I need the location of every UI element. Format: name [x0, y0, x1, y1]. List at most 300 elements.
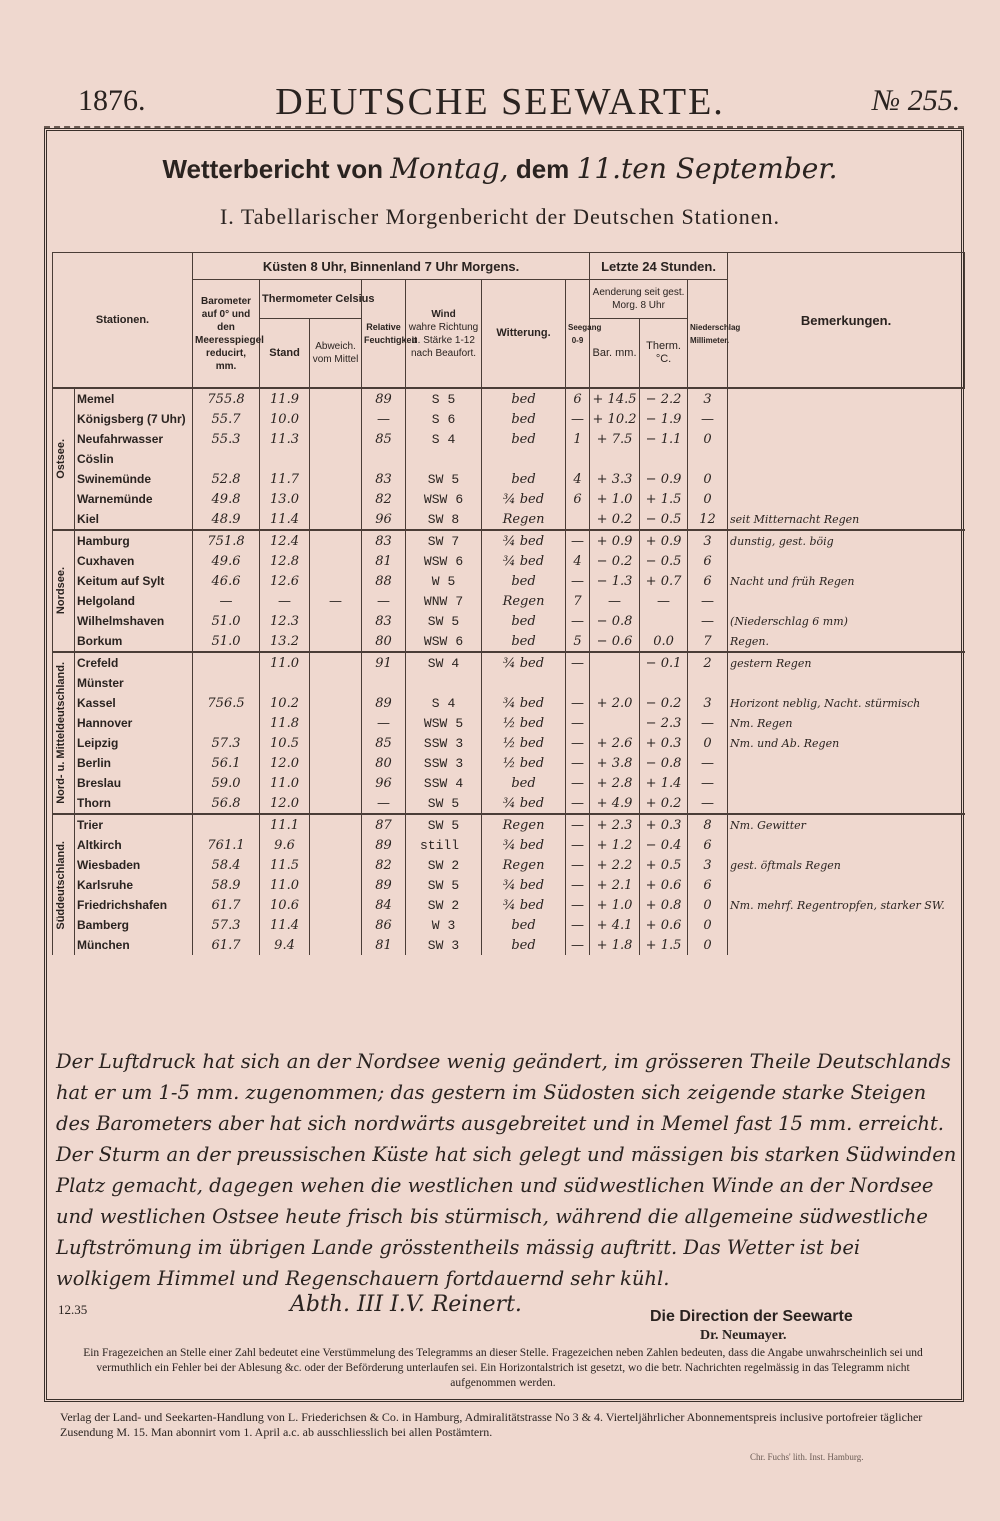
station-name: Bamberg	[75, 915, 193, 935]
bar-cell: 61.7	[193, 935, 260, 955]
wind-strength: 4	[455, 775, 464, 791]
wind-strength: 5	[451, 471, 460, 487]
table-row	[53, 935, 965, 955]
director-name: Dr. Neumayer.	[700, 1328, 787, 1343]
temp-cell: 12.0	[260, 793, 310, 814]
dbar-cell: − 0.8	[590, 611, 640, 631]
station-name: Friedrichshafen	[75, 895, 193, 915]
bar-cell: 59.0	[193, 773, 260, 793]
remark-cell	[728, 551, 965, 571]
wind-cell	[406, 935, 482, 955]
header-remarks: Bemerkungen.	[728, 253, 965, 389]
dev-cell	[310, 409, 362, 429]
bar-cell: 55.3	[193, 429, 260, 449]
dbar-cell: − 0.2	[590, 551, 640, 571]
table-row	[53, 571, 965, 591]
station-name: Breslau	[75, 773, 193, 793]
hum-cell: 83	[362, 530, 406, 551]
station-name: Crefeld	[75, 652, 193, 673]
weather-cell	[482, 449, 566, 469]
table-row	[53, 489, 965, 509]
station-name: Hamburg	[75, 530, 193, 551]
dbar-cell: + 14.5	[590, 388, 640, 409]
precip-cell: 3	[688, 530, 728, 551]
sea-cell	[566, 449, 590, 469]
remark-cell: Nm. und Ab. Regen	[728, 733, 965, 753]
station-name: Altkirch	[75, 835, 193, 855]
region-label: Nordsee.	[55, 567, 67, 615]
wind-strength: 6	[455, 491, 464, 507]
wind-cell	[406, 855, 482, 875]
issue-number: № 255.	[872, 84, 961, 117]
temp-cell: 10.6	[260, 895, 310, 915]
dtemp-cell: + 0.7	[640, 571, 688, 591]
sea-cell	[566, 673, 590, 693]
remark-cell	[728, 429, 965, 449]
header-therm: Therm. °C.	[640, 319, 688, 389]
wind-strength: 5	[451, 613, 460, 629]
dbar-cell: + 3.8	[590, 753, 640, 773]
report-title	[0, 152, 1000, 185]
weather-cell: ¾ bed	[482, 652, 566, 673]
sea-cell: 6	[566, 388, 590, 409]
wind-direction: SW	[427, 877, 444, 893]
hum-cell: —	[362, 793, 406, 814]
wind-direction: WSW	[423, 491, 448, 507]
dbar-cell: + 1.0	[590, 489, 640, 509]
weather-cell: ½ bed	[482, 733, 566, 753]
table-row	[53, 835, 965, 855]
wind-strength: 5	[451, 817, 460, 833]
weather-cell: bed	[482, 409, 566, 429]
station-name: Trier	[75, 814, 193, 835]
station-name: Thorn	[75, 793, 193, 814]
precip-cell	[688, 673, 728, 693]
dev-cell	[310, 611, 362, 631]
region-cell	[53, 530, 75, 652]
precip-cell: 0	[688, 489, 728, 509]
header-barometer: Barometer auf 0° und den Meeresspiegel reducirt, mm.	[193, 280, 260, 389]
dev-cell	[310, 388, 362, 409]
weather-cell	[482, 673, 566, 693]
remark-cell: Nm. mehrf. Regentropfen, starker SW.	[728, 895, 965, 915]
header-time-span: Küsten 8 Uhr, Binnenland 7 Uhr Morgens.	[193, 253, 590, 280]
wind-cell	[406, 469, 482, 489]
dev-cell	[310, 773, 362, 793]
precip-cell: 0	[688, 469, 728, 489]
precip-cell: —	[688, 713, 728, 733]
dev-cell	[310, 530, 362, 551]
station-name: Swinemünde	[75, 469, 193, 489]
wind-direction: S	[431, 431, 440, 447]
region-label: Süddeutschland.	[55, 840, 67, 930]
wind-cell	[406, 449, 482, 469]
header-wind	[406, 280, 482, 389]
table-row	[53, 814, 965, 835]
wind-strength: 3	[451, 937, 460, 953]
table-row	[53, 652, 965, 673]
signature: Abth. III I.V. Reinert.	[290, 1292, 522, 1317]
dev-cell	[310, 673, 362, 693]
dbar-cell: + 2.6	[590, 733, 640, 753]
header-bar: Bar. mm.	[590, 319, 640, 389]
precip-cell: 6	[688, 875, 728, 895]
bar-cell: 58.9	[193, 875, 260, 895]
remark-cell	[728, 388, 965, 409]
wind-strength: 8	[451, 511, 460, 527]
wind-cell	[406, 793, 482, 814]
remark-cell	[728, 409, 965, 429]
wind-cell	[406, 895, 482, 915]
weather-cell: ¾ bed	[482, 551, 566, 571]
precip-cell: 0	[688, 429, 728, 449]
bar-cell: 755.8	[193, 388, 260, 409]
wind-strength: 4	[447, 431, 456, 447]
temp-cell: 12.3	[260, 611, 310, 631]
dev-cell	[310, 469, 362, 489]
dtemp-cell: − 0.8	[640, 753, 688, 773]
station-name: Leipzig	[75, 733, 193, 753]
temp-cell: 11.5	[260, 855, 310, 875]
station-name: Neufahrwasser	[75, 429, 193, 449]
remark-cell: Horizont neblig, Nacht. stürmisch	[728, 693, 965, 713]
bar-cell: 51.0	[193, 631, 260, 652]
table-row	[53, 693, 965, 713]
station-name: Wilhelmshaven	[75, 611, 193, 631]
table-row	[53, 611, 965, 631]
sea-cell: 5	[566, 631, 590, 652]
temp-cell: 11.7	[260, 469, 310, 489]
dtemp-cell: + 0.9	[640, 530, 688, 551]
wind-cell	[406, 915, 482, 935]
sea-cell: 4	[566, 469, 590, 489]
bar-cell: —	[193, 591, 260, 611]
sea-cell: —	[566, 693, 590, 713]
wind-direction: W	[431, 917, 440, 933]
dbar-cell: + 10.2	[590, 409, 640, 429]
dev-cell	[310, 733, 362, 753]
dbar-cell: + 2.1	[590, 875, 640, 895]
wind-strength: 3	[455, 755, 464, 771]
weather-cell: bed	[482, 631, 566, 652]
dtemp-cell	[640, 673, 688, 693]
wind-direction: SW	[427, 897, 444, 913]
weather-cell: ¾ bed	[482, 875, 566, 895]
dbar-cell	[590, 713, 640, 733]
precip-cell: —	[688, 611, 728, 631]
station-name: Wiesbaden	[75, 855, 193, 875]
header-thermometer: Thermometer Celsius	[260, 280, 362, 319]
region-cell	[53, 814, 75, 955]
weather-cell: bed	[482, 388, 566, 409]
temp-cell: —	[260, 591, 310, 611]
precip-cell: —	[688, 753, 728, 773]
dbar-cell	[590, 652, 640, 673]
bar-cell: 48.9	[193, 509, 260, 530]
dbar-cell: + 1.0	[590, 895, 640, 915]
bar-cell: 57.3	[193, 915, 260, 935]
dev-cell	[310, 571, 362, 591]
hum-cell: 80	[362, 753, 406, 773]
header-change: Aenderung seit gest. Morg. 8 Uhr	[590, 280, 688, 319]
dbar-cell: + 2.2	[590, 855, 640, 875]
dtemp-cell: + 0.2	[640, 793, 688, 814]
station-name: Warnemünde	[75, 489, 193, 509]
bar-cell	[193, 814, 260, 835]
region-cell	[53, 652, 75, 814]
table-row	[53, 915, 965, 935]
dtemp-cell: + 1.5	[640, 489, 688, 509]
wind-strength: 4	[451, 655, 460, 671]
bar-cell: 55.7	[193, 409, 260, 429]
temp-cell: 10.2	[260, 693, 310, 713]
table-row	[53, 449, 965, 469]
bar-cell	[193, 673, 260, 693]
wind-cell	[406, 713, 482, 733]
temp-cell: 12.6	[260, 571, 310, 591]
table-row	[53, 773, 965, 793]
weather-cell: bed	[482, 469, 566, 489]
table-row	[53, 753, 965, 773]
table-row	[53, 591, 965, 611]
wind-cell	[406, 814, 482, 835]
hum-cell: 85	[362, 733, 406, 753]
table-row	[53, 530, 965, 551]
sea-cell: 7	[566, 591, 590, 611]
table-row	[53, 733, 965, 753]
precip-cell: —	[688, 409, 728, 429]
wind-strength: 2	[451, 857, 460, 873]
dtemp-cell: + 1.4	[640, 773, 688, 793]
weather-cell: ¾ bed	[482, 895, 566, 915]
sea-cell: —	[566, 855, 590, 875]
region-cell	[53, 388, 75, 530]
dbar-cell: —	[590, 591, 640, 611]
dbar-cell: + 2.3	[590, 814, 640, 835]
sea-cell: —	[566, 713, 590, 733]
table-row	[53, 429, 965, 449]
dtemp-cell: + 1.5	[640, 935, 688, 955]
hum-cell: —	[362, 713, 406, 733]
dtemp-cell: − 0.1	[640, 652, 688, 673]
dev-cell	[310, 713, 362, 733]
remark-cell: gestern Regen	[728, 652, 965, 673]
dev-cell	[310, 855, 362, 875]
dbar-cell: + 1.2	[590, 835, 640, 855]
wind-cell	[406, 733, 482, 753]
report-day: Montag,	[390, 152, 509, 185]
hum-cell: 89	[362, 835, 406, 855]
bar-cell: 761.1	[193, 835, 260, 855]
dtemp-cell: − 0.5	[640, 551, 688, 571]
hum-cell: 91	[362, 652, 406, 673]
wind-direction: SW	[427, 533, 444, 549]
sea-cell: —	[566, 733, 590, 753]
header-precip: Niederschlag Millimeter.	[688, 280, 728, 389]
table-row	[53, 469, 965, 489]
hum-cell: 81	[362, 551, 406, 571]
remark-cell	[728, 591, 965, 611]
table-row	[53, 388, 965, 409]
weather-cell: Regen	[482, 509, 566, 530]
wind-strength: 5	[451, 877, 460, 893]
precip-cell: 6	[688, 571, 728, 591]
remark-cell	[728, 449, 965, 469]
report-date: 11.ten September.	[576, 152, 838, 185]
wind-strength: 4	[447, 695, 456, 711]
table-row	[53, 713, 965, 733]
dbar-cell: + 3.3	[590, 469, 640, 489]
remark-cell	[728, 469, 965, 489]
station-name: Cöslin	[75, 449, 193, 469]
wind-direction: SSW	[423, 755, 448, 771]
precip-cell: —	[688, 793, 728, 814]
table-row	[53, 855, 965, 875]
precip-cell: 3	[688, 855, 728, 875]
wind-direction: WSW	[423, 633, 448, 649]
table-row	[53, 875, 965, 895]
sea-cell: 6	[566, 489, 590, 509]
bar-cell: 56.8	[193, 793, 260, 814]
station-name: Helgoland	[75, 591, 193, 611]
dbar-cell: + 2.0	[590, 693, 640, 713]
bar-cell: 751.8	[193, 530, 260, 551]
hum-cell: 83	[362, 469, 406, 489]
sea-cell: —	[566, 611, 590, 631]
remark-cell	[728, 935, 965, 955]
table-row	[53, 673, 965, 693]
hum-cell: 96	[362, 773, 406, 793]
sea-cell: —	[566, 915, 590, 935]
remark-cell: (Niederschlag 6 mm)	[728, 611, 965, 631]
hum-cell: 86	[362, 915, 406, 935]
sea-cell: —	[566, 793, 590, 814]
dbar-cell: + 0.2	[590, 509, 640, 530]
report-title-mid: dem	[515, 154, 570, 184]
wind-direction: SW	[427, 655, 444, 671]
remark-cell: Nacht und früh Regen	[728, 571, 965, 591]
sea-cell: —	[566, 530, 590, 551]
dbar-cell: + 4.1	[590, 915, 640, 935]
station-name: Kassel	[75, 693, 193, 713]
temp-cell: 10.5	[260, 733, 310, 753]
temp-cell: 11.1	[260, 814, 310, 835]
precip-cell: —	[688, 591, 728, 611]
hum-cell: 89	[362, 875, 406, 895]
dtemp-cell: − 2.2	[640, 388, 688, 409]
sea-cell: —	[566, 571, 590, 591]
weather-cell: ½ bed	[482, 753, 566, 773]
hum-cell: 81	[362, 935, 406, 955]
weather-cell: bed	[482, 611, 566, 631]
wind-cell	[406, 489, 482, 509]
dbar-cell: + 1.8	[590, 935, 640, 955]
precip-cell: 0	[688, 915, 728, 935]
station-name: München	[75, 935, 193, 955]
dtemp-cell: + 0.3	[640, 814, 688, 835]
dev-cell	[310, 915, 362, 935]
report-title-prefix: Wetterbericht von	[162, 154, 383, 184]
wind-strength: 2	[451, 897, 460, 913]
precip-cell: 0	[688, 733, 728, 753]
temp-cell: 9.6	[260, 835, 310, 855]
temp-cell: 12.4	[260, 530, 310, 551]
dtemp-cell: − 0.5	[640, 509, 688, 530]
wind-strength: 6	[447, 411, 456, 427]
remark-cell	[728, 773, 965, 793]
sea-cell: —	[566, 652, 590, 673]
bar-cell: 57.3	[193, 733, 260, 753]
remark-cell	[728, 835, 965, 855]
header-station: Stationen.	[53, 253, 193, 389]
remark-cell	[728, 793, 965, 814]
publisher-note: Verlag der Land- und Seekarten-Handlung von L. Friederichsen & Co. in Hamburg, Admiralitätstrasse No 3 & 4. Vierteljährlicher Abonnementspreis inclusive portofreier täglicher Zusendung M. 15. Man abonnirt vom 1. April a.c. ab ausschliesslich bei allen Postämtern.	[60, 1410, 923, 1439]
dtemp-cell: 0.0	[640, 631, 688, 652]
table-row	[53, 631, 965, 652]
weather-cell: Regen	[482, 591, 566, 611]
header-wind-sub: wahre Richtung u. Stärke 1-12 nach Beaufort.	[408, 321, 479, 359]
dtemp-cell: + 0.6	[640, 915, 688, 935]
bar-cell	[193, 449, 260, 469]
precip-cell: 7	[688, 631, 728, 652]
wind-cell	[406, 509, 482, 530]
temp-cell: 11.0	[260, 652, 310, 673]
hum-cell: 82	[362, 855, 406, 875]
station-name: Berlin	[75, 753, 193, 773]
dtemp-cell: − 0.9	[640, 469, 688, 489]
wind-cell	[406, 693, 482, 713]
bar-cell: 49.8	[193, 489, 260, 509]
temp-cell: 11.4	[260, 915, 310, 935]
sea-cell: 1	[566, 429, 590, 449]
header-wind-title: Wind	[431, 308, 456, 320]
dtemp-cell: − 0.2	[640, 693, 688, 713]
dev-cell	[310, 551, 362, 571]
dtemp-cell	[640, 611, 688, 631]
station-name: Karlsruhe	[75, 875, 193, 895]
header-humidity: Relative Feuchtigkeit	[362, 280, 406, 389]
dtemp-cell: − 1.1	[640, 429, 688, 449]
wind-strength: 7	[455, 593, 464, 609]
precip-cell: 2	[688, 652, 728, 673]
dbar-cell	[590, 449, 640, 469]
dbar-cell: + 2.8	[590, 773, 640, 793]
wind-direction: SW	[427, 817, 444, 833]
hum-cell: 89	[362, 388, 406, 409]
wind-direction: SW	[427, 937, 444, 953]
remark-cell: Regen.	[728, 631, 965, 652]
wind-direction: S	[431, 391, 440, 407]
table-row	[53, 551, 965, 571]
dtemp-cell: − 1.9	[640, 409, 688, 429]
sea-cell: —	[566, 814, 590, 835]
wind-direction: SW	[427, 471, 444, 487]
dtemp-cell: + 0.8	[640, 895, 688, 915]
wind-strength: 3	[447, 917, 456, 933]
sea-cell	[566, 509, 590, 530]
station-name: Cuxhaven	[75, 551, 193, 571]
header-sea: Seegang 0-9	[566, 280, 590, 389]
temp-cell: 11.8	[260, 713, 310, 733]
hum-cell	[362, 673, 406, 693]
hum-cell: 96	[362, 509, 406, 530]
table-row	[53, 409, 965, 429]
dev-cell	[310, 489, 362, 509]
bar-cell	[193, 713, 260, 733]
weather-cell: bed	[482, 935, 566, 955]
station-name: Borkum	[75, 631, 193, 652]
wind-strength: 5	[451, 795, 460, 811]
